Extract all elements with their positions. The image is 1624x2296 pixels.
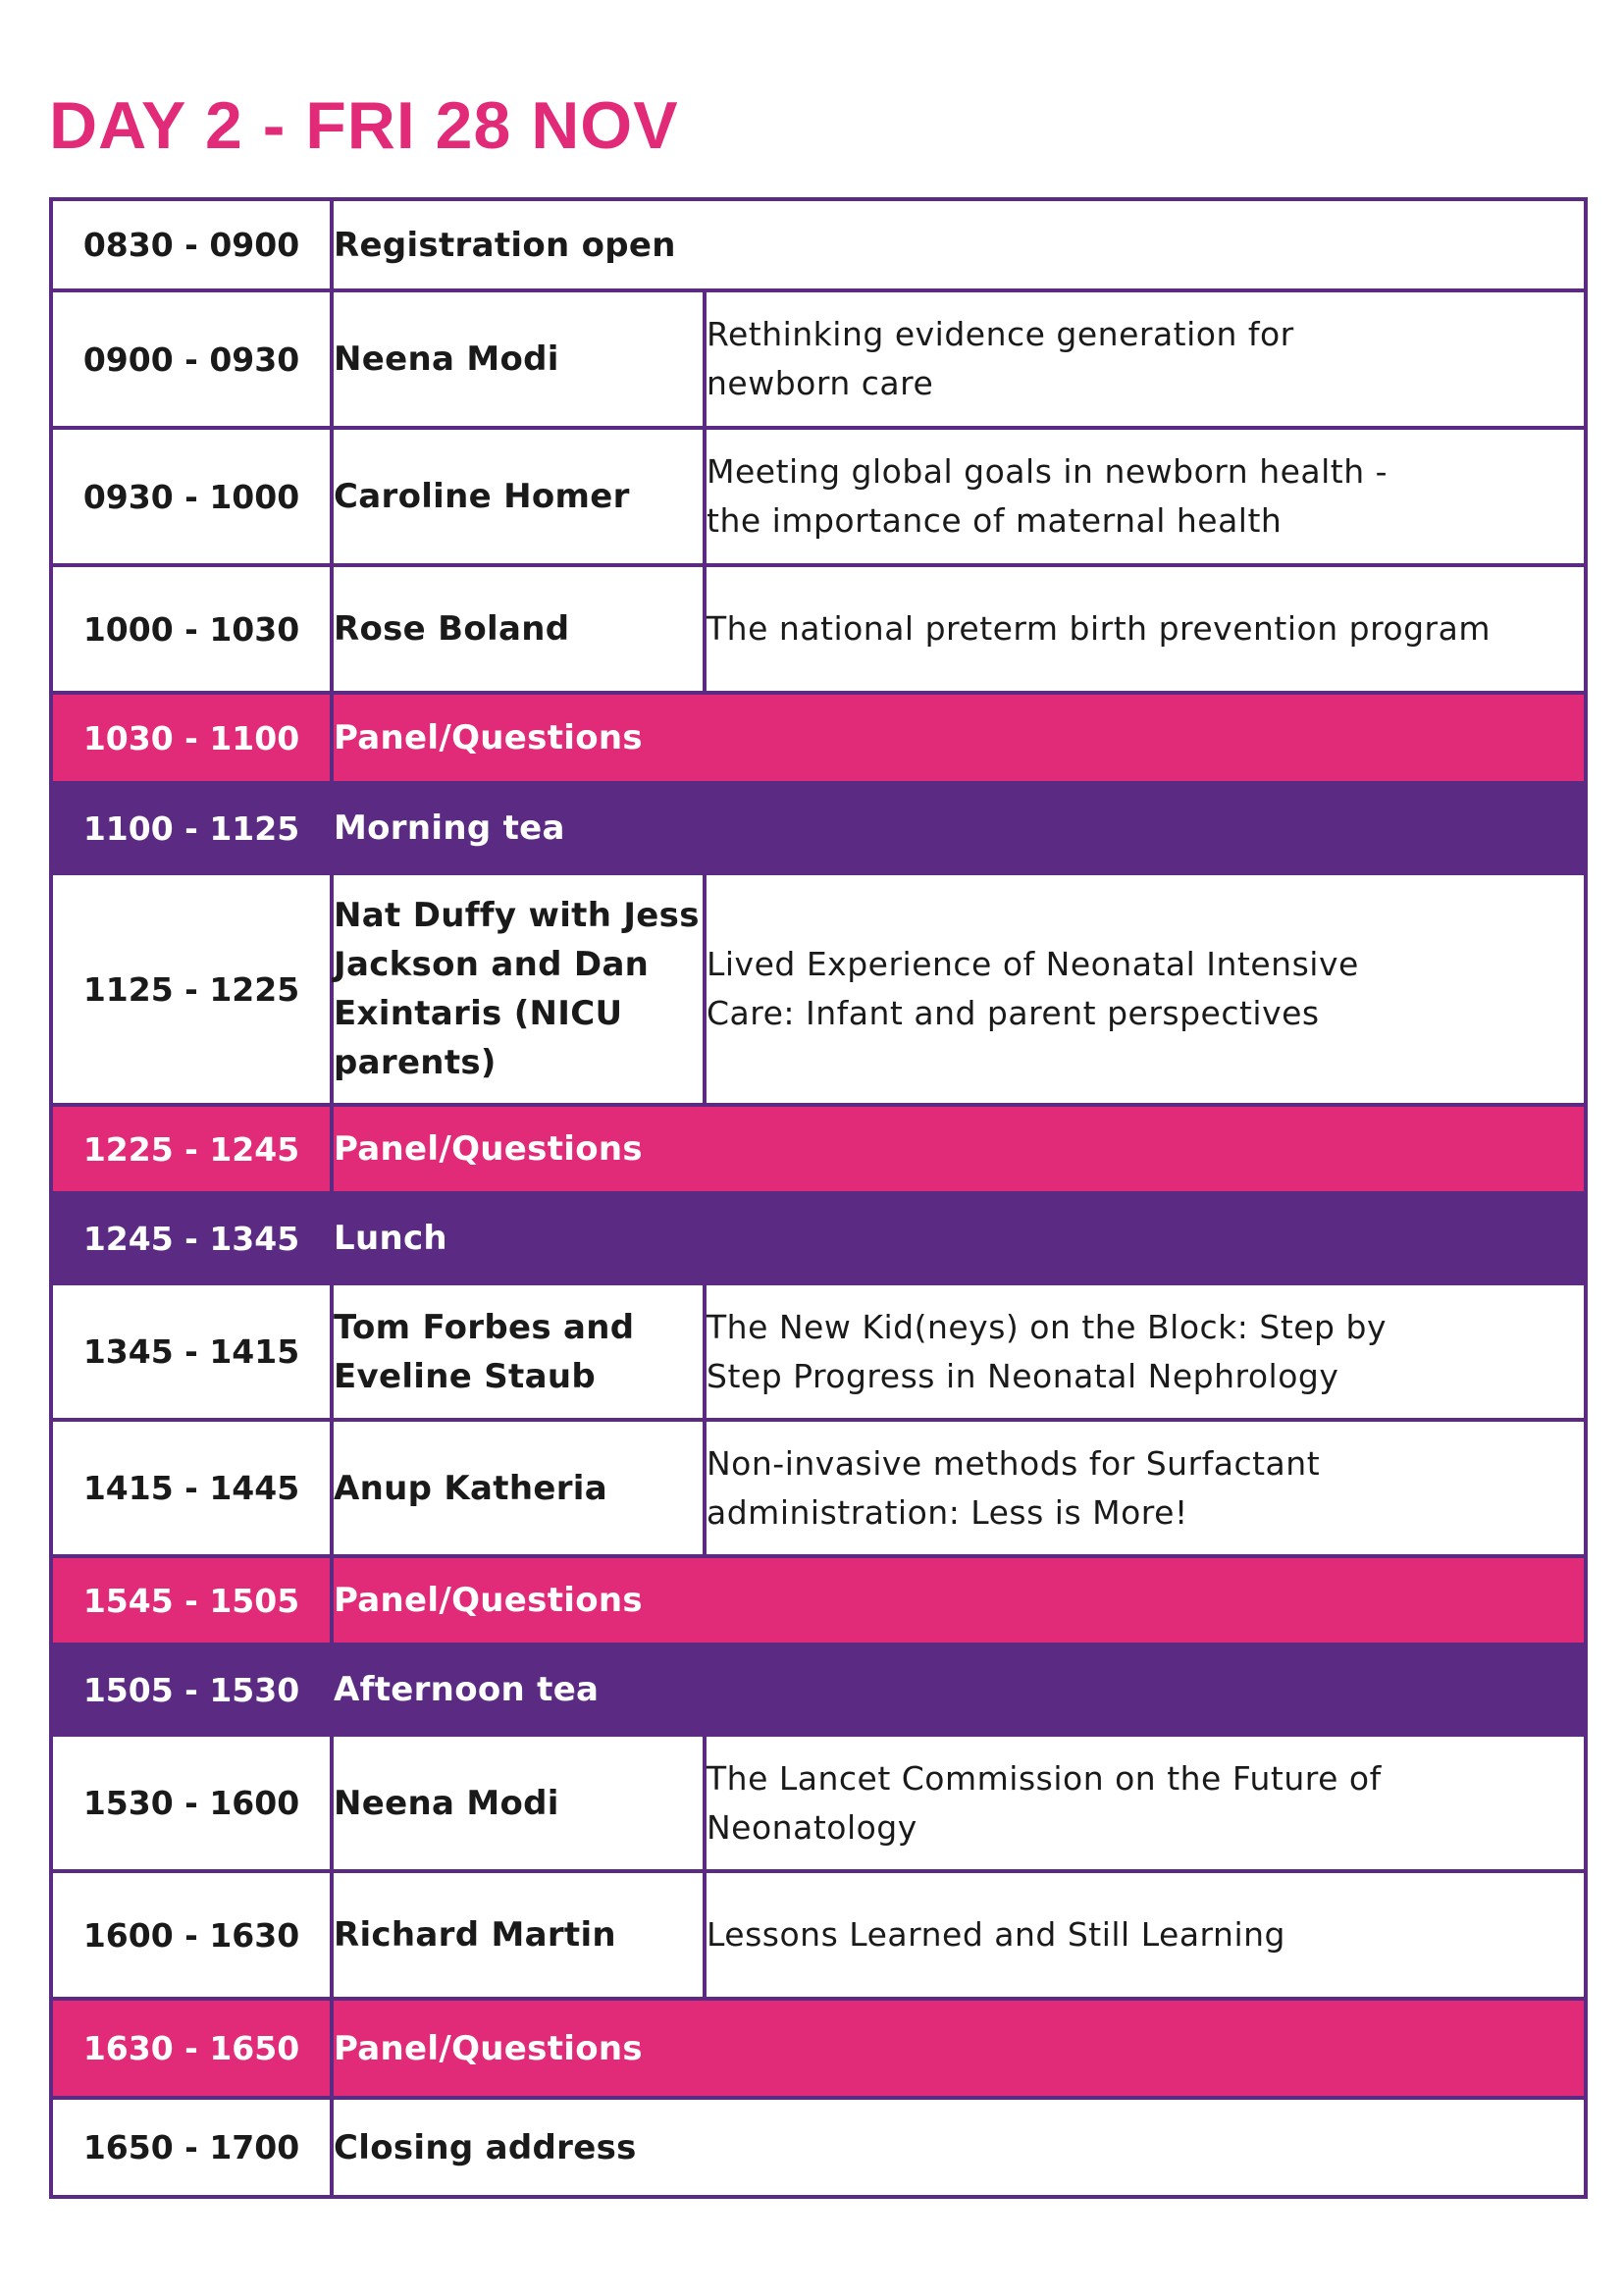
row-topic: The New Kid(neys) on the Block: Step by Step Progress in Neonatal Nephrology: [705, 1283, 1586, 1420]
row-label: Registration open: [332, 199, 1586, 290]
row-time: 1650 - 1700: [51, 2098, 332, 2197]
schedule-row: [51, 1735, 1586, 1871]
schedule-row: [51, 290, 1586, 428]
row-speaker: Anup Katheria: [332, 1420, 705, 1556]
row-time: 1225 - 1245: [51, 1105, 332, 1193]
row-time: 1345 - 1415: [51, 1283, 332, 1420]
row-time: 1245 - 1345: [51, 1193, 332, 1283]
row-time: 1030 - 1100: [51, 693, 332, 783]
row-time: 0930 - 1000: [51, 428, 332, 565]
schedule-row: [51, 1283, 1586, 1420]
schedule-row: [51, 1420, 1586, 1556]
schedule-row: [51, 1871, 1586, 1999]
panel-row: [51, 1999, 1586, 2098]
row-topic: Non-invasive methods for Surfactant administration: Less is More!: [705, 1420, 1586, 1556]
row-label: Panel/Questions: [332, 1556, 1586, 1644]
row-topic: The Lancet Commission on the Future of Neonatology: [705, 1735, 1586, 1871]
break-row: [51, 783, 1586, 873]
row-speaker: Richard Martin: [332, 1871, 705, 1999]
row-label: Closing address: [332, 2098, 1586, 2197]
break-row: [51, 1644, 1586, 1735]
row-time: 1100 - 1125: [51, 783, 332, 873]
row-topic: Rethinking evidence generation for newborn care: [705, 290, 1586, 428]
row-speaker: Tom Forbes and Eveline Staub: [332, 1283, 705, 1420]
row-time: 1600 - 1630: [51, 1871, 332, 1999]
panel-row: [51, 693, 1586, 783]
row-topic: The national preterm birth prevention program: [705, 565, 1586, 693]
schedule-row: [51, 565, 1586, 693]
row-speaker: Neena Modi: [332, 290, 705, 428]
page-title: DAY 2 - FRI 28 NOV: [49, 88, 679, 163]
row-label: Morning tea: [332, 783, 1586, 873]
row-label: Lunch: [332, 1193, 1586, 1283]
row-label: Panel/Questions: [332, 1105, 1586, 1193]
row-speaker: Neena Modi: [332, 1735, 705, 1871]
row-time: 0900 - 0930: [51, 290, 332, 428]
schedule-row: [51, 199, 1586, 290]
schedule-row: [51, 428, 1586, 565]
row-time: 1125 - 1225: [51, 873, 332, 1105]
row-label: Panel/Questions: [332, 693, 1586, 783]
row-speaker: Nat Duffy with Jess Jackson and Dan Exintaris (NICU parents): [332, 873, 705, 1105]
row-topic: Lived Experience of Neonatal Intensive Care: Infant and parent perspectives: [705, 873, 1586, 1105]
row-time: 1545 - 1505: [51, 1556, 332, 1644]
row-topic: Lessons Learned and Still Learning: [705, 1871, 1586, 1999]
row-time: 1530 - 1600: [51, 1735, 332, 1871]
row-time: 1415 - 1445: [51, 1420, 332, 1556]
row-label: Panel/Questions: [332, 1999, 1586, 2098]
panel-row: [51, 1105, 1586, 1193]
row-time: 1505 - 1530: [51, 1644, 332, 1735]
panel-row: [51, 1556, 1586, 1644]
schedule-row: [51, 2098, 1586, 2197]
row-time: 1000 - 1030: [51, 565, 332, 693]
row-label: Afternoon tea: [332, 1644, 1586, 1735]
row-topic: Meeting global goals in newborn health - the importance of maternal health: [705, 428, 1586, 565]
break-row: [51, 1193, 1586, 1283]
row-time: 0830 - 0900: [51, 199, 332, 290]
schedule-table: [49, 197, 1588, 2199]
row-time: 1630 - 1650: [51, 1999, 332, 2098]
row-speaker: Caroline Homer: [332, 428, 705, 565]
row-speaker: Rose Boland: [332, 565, 705, 693]
schedule-row: [51, 873, 1586, 1105]
